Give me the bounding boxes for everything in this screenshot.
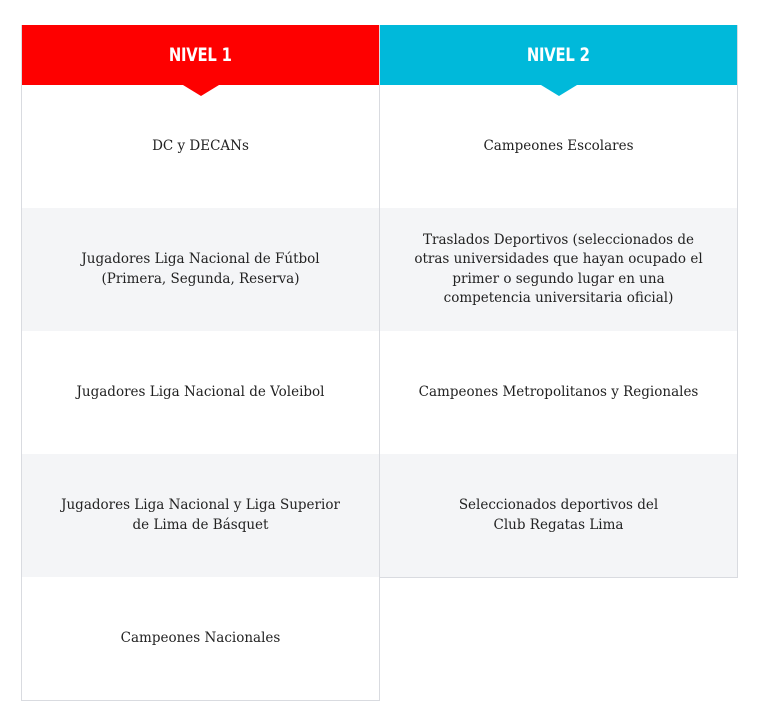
nivel-1-row-text: Jugadores Liga Nacional y Liga Superior de Lima de Básquet (61, 497, 340, 533)
nivel-2-header (380, 25, 737, 85)
nivel-1-row-text: Jugadores Liga Nacional de Voleibol (76, 383, 325, 400)
nivel-1-row-text: DC y DECANs (152, 137, 249, 154)
nivel-1-row (22, 454, 379, 577)
nivel-1-row (22, 577, 379, 700)
nivel-2-row (380, 85, 737, 208)
nivel-2-title: NIVEL 2 (527, 44, 590, 66)
nivel-2-header-pointer (541, 85, 577, 96)
nivel-1-row-text: Jugadores Liga Nacional de Fútbol (Primera, Segunda, Reserva) (81, 251, 320, 287)
nivel-1-header-pointer (183, 85, 219, 96)
nivel-2-row-text: Campeones Escolares (483, 137, 634, 154)
nivel-1-header (22, 25, 379, 85)
nivel-2-row-text: Seleccionados deportivos del Club Regatas Lima (458, 497, 659, 533)
nivel-2-row-text: Campeones Metropolitanos y Regionales (418, 383, 699, 400)
nivel-2-row (380, 208, 737, 331)
nivel-1-row (22, 331, 379, 454)
nivel-2-row (380, 331, 737, 454)
nivel-1-row (22, 85, 379, 208)
nivel-1-column (21, 25, 380, 701)
nivel-2-row (380, 454, 737, 577)
nivel-2-column (379, 25, 738, 578)
nivel-1-title: NIVEL 1 (169, 44, 232, 66)
nivel-1-row-text: Campeones Nacionales (120, 629, 281, 646)
nivel-2-row-text: Traslados Deportivos (seleccionados de otras universidades que hayan ocupado el primer o segundo lugar en una competencia universitaria oficial) (414, 231, 703, 306)
nivel-1-row (22, 208, 379, 331)
